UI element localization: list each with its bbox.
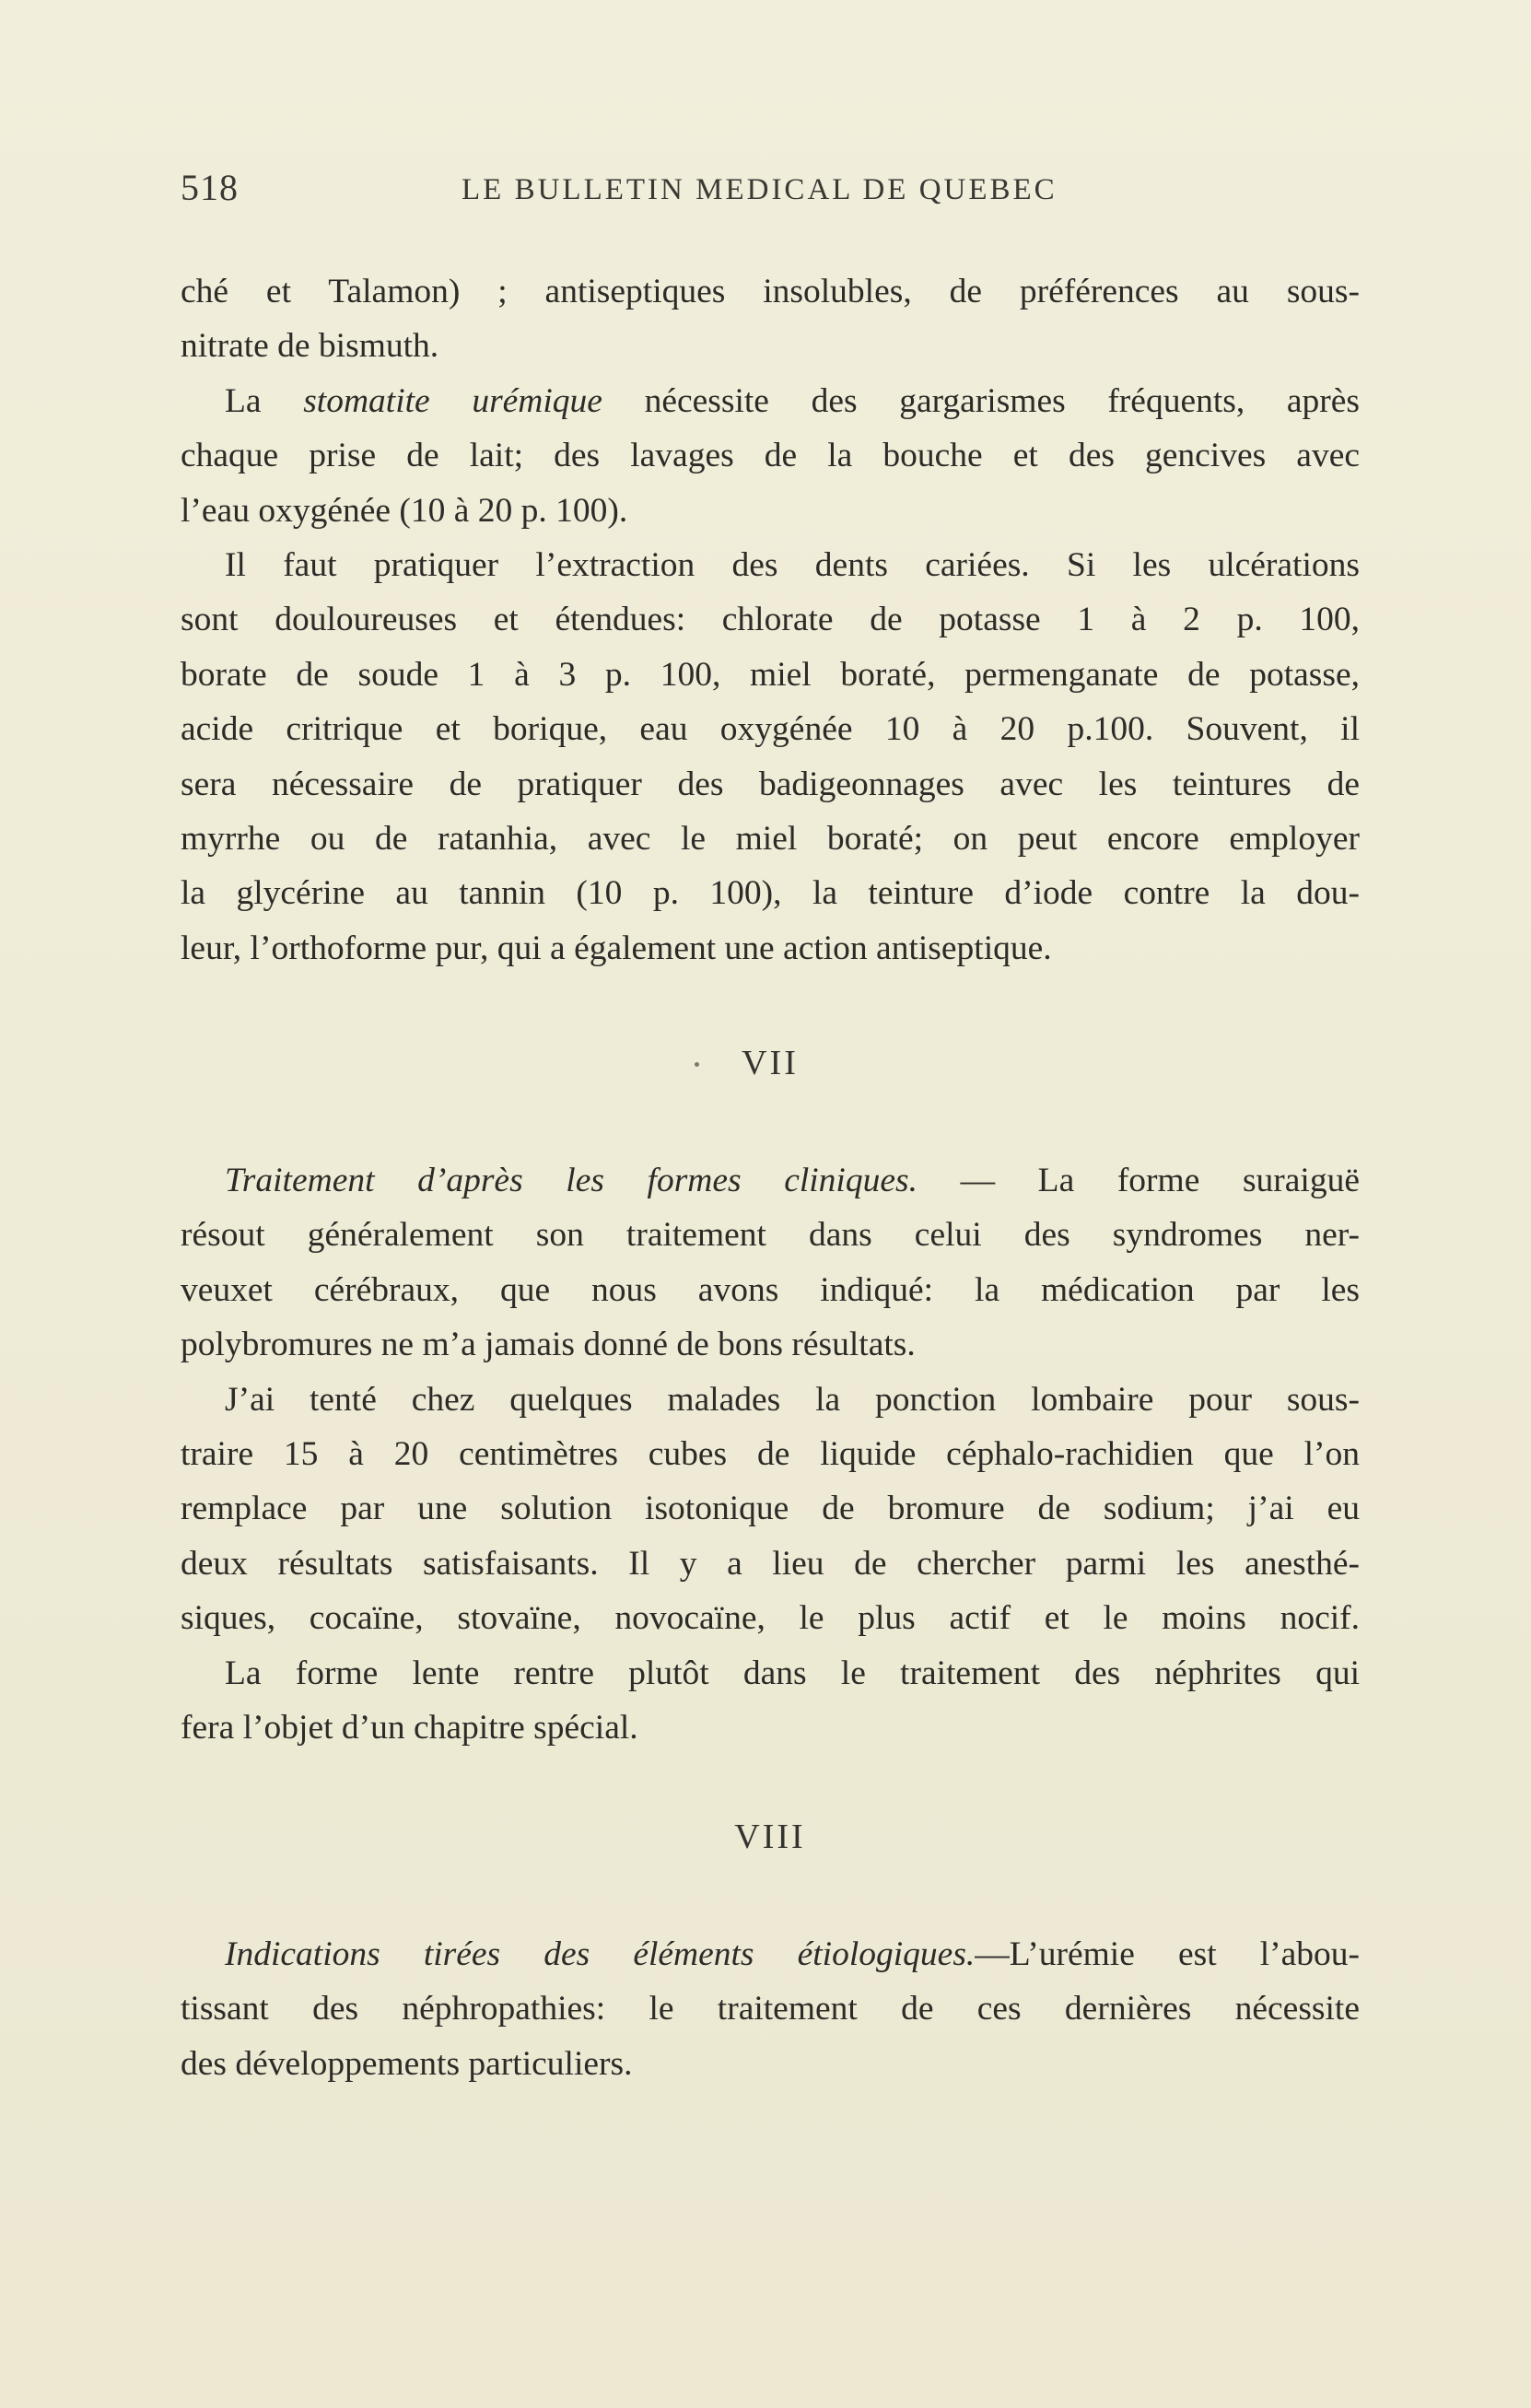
text-line: Il faut pratiquer l’extraction des dents cariées. Si les ulcérations	[225, 545, 1360, 584]
running-title: LE BULLETIN MEDICAL DE QUEBEC	[462, 173, 1058, 206]
text-line: résout généralement son traitement dans celui des syndromes ner-	[181, 1216, 1360, 1255]
text-line: remplace par une solution isotonique de bromure de sodium; j’ai eu	[181, 1490, 1360, 1528]
text-line: nitrate de bismuth.	[181, 327, 439, 366]
text-line	[181, 1153, 1360, 1208]
page-number: 518	[181, 167, 239, 208]
text-line: fera l’objet d’un chapitre spécial.	[181, 1708, 638, 1747]
text-line: la glycérine au tannin (10 p. 100), la teinture d’iode contre la dou-	[181, 874, 1360, 913]
section-vii-body	[181, 1153, 1360, 1755]
text-line: veuxet cérébraux, que nous avons indiqué: la médication par les	[181, 1270, 1360, 1309]
text-line: borate de soude 1 à 3 p. 100, miel boraté, permenganate de potasse,	[181, 655, 1360, 694]
text-line: chaque prise de lait; des lavages de la bouche et des gencives avec	[181, 437, 1360, 475]
text-line: traire 15 à 20 centimètres cubes de liquide céphalo-rachidien que l’on	[181, 1434, 1360, 1473]
text-span: — La forme suraiguë	[917, 1162, 1360, 1199]
text-line: tissant des néphropathies: le traitement de ces dernières nécessite	[181, 1990, 1360, 2028]
text-line: J’ai tenté chez quelques malades la ponction lombaire pour sous-	[225, 1380, 1360, 1419]
text-span: La	[225, 381, 304, 420]
text-line: l’eau oxygénée (10 à 20 p. 100).	[181, 491, 628, 530]
text-line: deux résultats satisfaisants. Il y a lieu de chercher parmi les anesthé-	[181, 1544, 1360, 1583]
text-line: polybromures ne m’a jamais donné de bons résultats.	[181, 1326, 916, 1364]
text-line: sont douloureuses et étendues: chlorate de potasse 1 à 2 p. 100,	[181, 601, 1360, 639]
text-line: ché et Talamon) ; antiseptiques insolubles, de préférences au sous-	[181, 273, 1360, 310]
italic-term: stomatite urémique	[303, 381, 602, 420]
section-viii-body	[181, 1927, 1360, 2091]
italic-heading: Indications tirées des éléments étiologiques.	[225, 1935, 976, 1973]
page-body	[181, 264, 1360, 976]
text-line: myrrhe ou de ratanhia, avec le miel boraté; on peut encore employer	[181, 819, 1360, 858]
section-heading-vii: VII	[742, 1044, 799, 1082]
text-line: acide critrique et borique, eau oxygénée 10 à 20 p.100. Souvent, il	[181, 710, 1360, 749]
text-line: La forme lente rentre plutôt dans le traitement des néphrites qui	[225, 1654, 1360, 1692]
page-header	[181, 166, 1360, 221]
italic-heading: Traitement d’après les formes cliniques.	[225, 1162, 917, 1199]
text-span: —L’urémie est l’abou-	[975, 1935, 1360, 1973]
text-span: nécessite des gargarismes fréquents, après	[602, 381, 1360, 420]
text-line	[181, 374, 1360, 428]
text-line	[181, 1927, 1360, 1981]
text-line: leur, l’orthoforme pur, qui a également une action antiseptique.	[181, 929, 1052, 967]
text-line: sera nécessaire de pratiquer des badigeonnages avec les teintures de	[181, 765, 1360, 803]
text-line: siques, cocaïne, stovaïne, novocaïne, le plus actif et le moins nocif.	[181, 1599, 1360, 1638]
section-heading-viii: VIII	[734, 1818, 806, 1856]
text-line: des développements particuliers.	[181, 2044, 633, 2083]
